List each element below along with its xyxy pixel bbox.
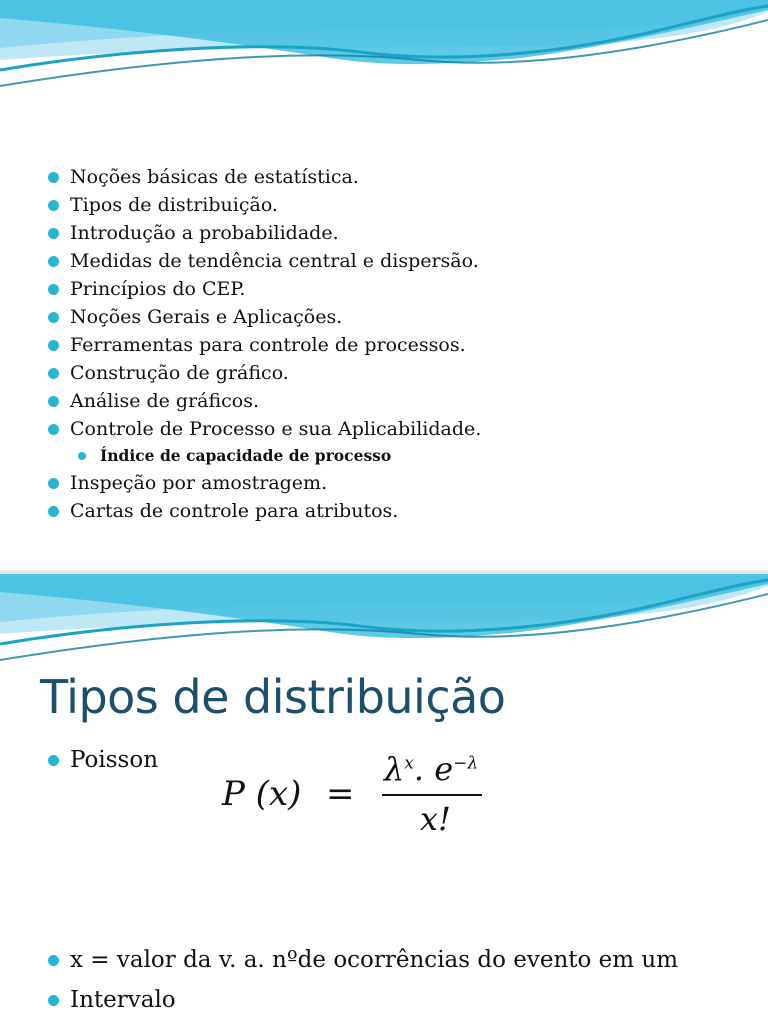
bullet-dot-icon	[48, 396, 59, 407]
bullet-dot-icon	[48, 478, 59, 489]
bullet-dot-icon	[78, 452, 86, 460]
bullet-dot-icon	[48, 256, 59, 267]
list-item-interval: Intervalo	[48, 984, 176, 1016]
agenda-list	[48, 163, 481, 525]
bullet-dot-icon	[48, 755, 59, 766]
bullet-dot-icon	[48, 368, 59, 379]
bullet-dot-icon	[48, 340, 59, 351]
list-item: Construção de gráfico.	[48, 359, 481, 387]
list-item: Tipos de distribuição.	[48, 191, 481, 219]
header-wave-decoration	[0, 574, 768, 666]
list-item: Inspeção por amostragem.	[48, 469, 481, 497]
formula-denominator: x!	[420, 800, 451, 838]
slide-distribution-types	[0, 574, 768, 1024]
bullet-dot-icon	[48, 172, 59, 183]
list-item: Controle de Processo e sua Aplicabilidade.	[48, 415, 481, 443]
formula-numerator: $\lambda^x$. $e^{-\lambda}$	[384, 750, 479, 788]
slide-title: Tipos de distribuição	[40, 670, 506, 724]
bullet-dot-icon	[48, 312, 59, 323]
formula-equals: =	[326, 774, 355, 814]
sub-list-item: Índice de capacidade de processo	[48, 443, 481, 469]
list-item: Ferramentas para controle de processos.	[48, 331, 481, 359]
list-item: Noções básicas de estatística.	[48, 163, 481, 191]
list-item: Princípios do CEP.	[48, 275, 481, 303]
list-item: Análise de gráficos.	[48, 387, 481, 415]
fraction-bar	[382, 794, 482, 796]
formula-lhs: P (x)	[222, 774, 302, 814]
list-item: Introdução a probabilidade.	[48, 219, 481, 247]
header-wave-decoration	[0, 0, 768, 92]
bullet-dot-icon	[48, 284, 59, 295]
list-item: Cartas de controle para atributos.	[48, 497, 481, 525]
list-item: Medidas de tendência central e dispersão.	[48, 247, 481, 275]
bullet-dot-icon	[48, 424, 59, 435]
bullet-dot-icon	[48, 200, 59, 211]
bullet-dot-icon	[48, 506, 59, 517]
list-item: Noções Gerais e Aplicações.	[48, 303, 481, 331]
bullet-dot-icon	[48, 955, 59, 966]
bullet-dot-icon	[48, 995, 59, 1006]
poisson-formula	[208, 744, 502, 844]
list-item-poisson: Poisson	[48, 744, 158, 776]
list-item-definition: x = valor da v. a. nºde ocorrências do evento em um	[48, 944, 678, 976]
bullet-dot-icon	[48, 228, 59, 239]
